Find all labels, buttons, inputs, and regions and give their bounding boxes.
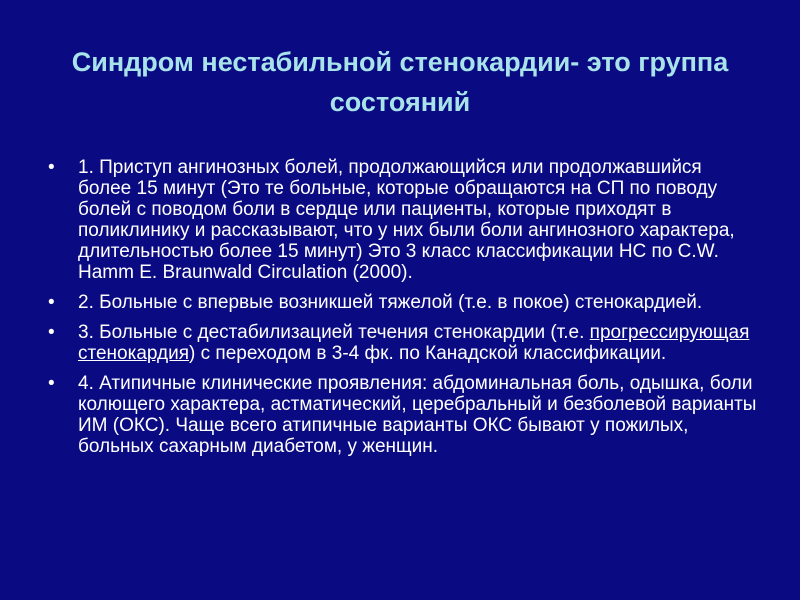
bullet-text-post: ) с переходом в 3-4 фк. по Канадской классификации.: [189, 343, 667, 364]
bullet-dot-icon: •: [48, 322, 55, 343]
bullet-text: 4. Атипичные клинические проявления: абдоминальная боль, одышка, боли колющего характера, астматический, церебральный и безболевой варианты ИМ (ОКС). Чаще всего атипичные варианты ОКС бывают у пожилых, больных сахарным диабетом, у женщин.: [78, 373, 757, 457]
bullet-item-3: [48, 322, 760, 364]
bullet-text: 1. Приступ ангинозных болей, продолжающийся или продолжавшийся более 15 минут (Это те больные, которые обращаются на СП по поводу болей с поводом боли в сердце или пациенты, которые приходят в поликлинику и рассказывают, что у них были боли ангинозного характера, длительностью более 15 минут) Это 3 класс классификации НС по C.W. Hamm E. Braunwald Circulation (2000).: [78, 157, 735, 283]
bullet-dot-icon: •: [48, 292, 55, 313]
slide-title: Синдром нестабильной стенокардии- это группа состояний: [71, 47, 729, 117]
bullet-text: 2. Больные с впервые возникшей тяжелой (т.е. в покое) стенокардией.: [78, 292, 703, 313]
bullet-item-2: [48, 292, 760, 313]
bullet-item-1: [48, 157, 760, 283]
bullet-text-pre: 3. Больные с дестабилизацией течения стенокардии (т.е.: [78, 322, 590, 343]
bullet-dot-icon: •: [48, 373, 55, 394]
bullet-list: [48, 157, 760, 466]
progressive-angina-link[interactable]: прогрессирующая стенокардия: [78, 322, 750, 364]
bullet-dot-icon: •: [48, 157, 55, 178]
bullet-item-4: [48, 373, 760, 457]
